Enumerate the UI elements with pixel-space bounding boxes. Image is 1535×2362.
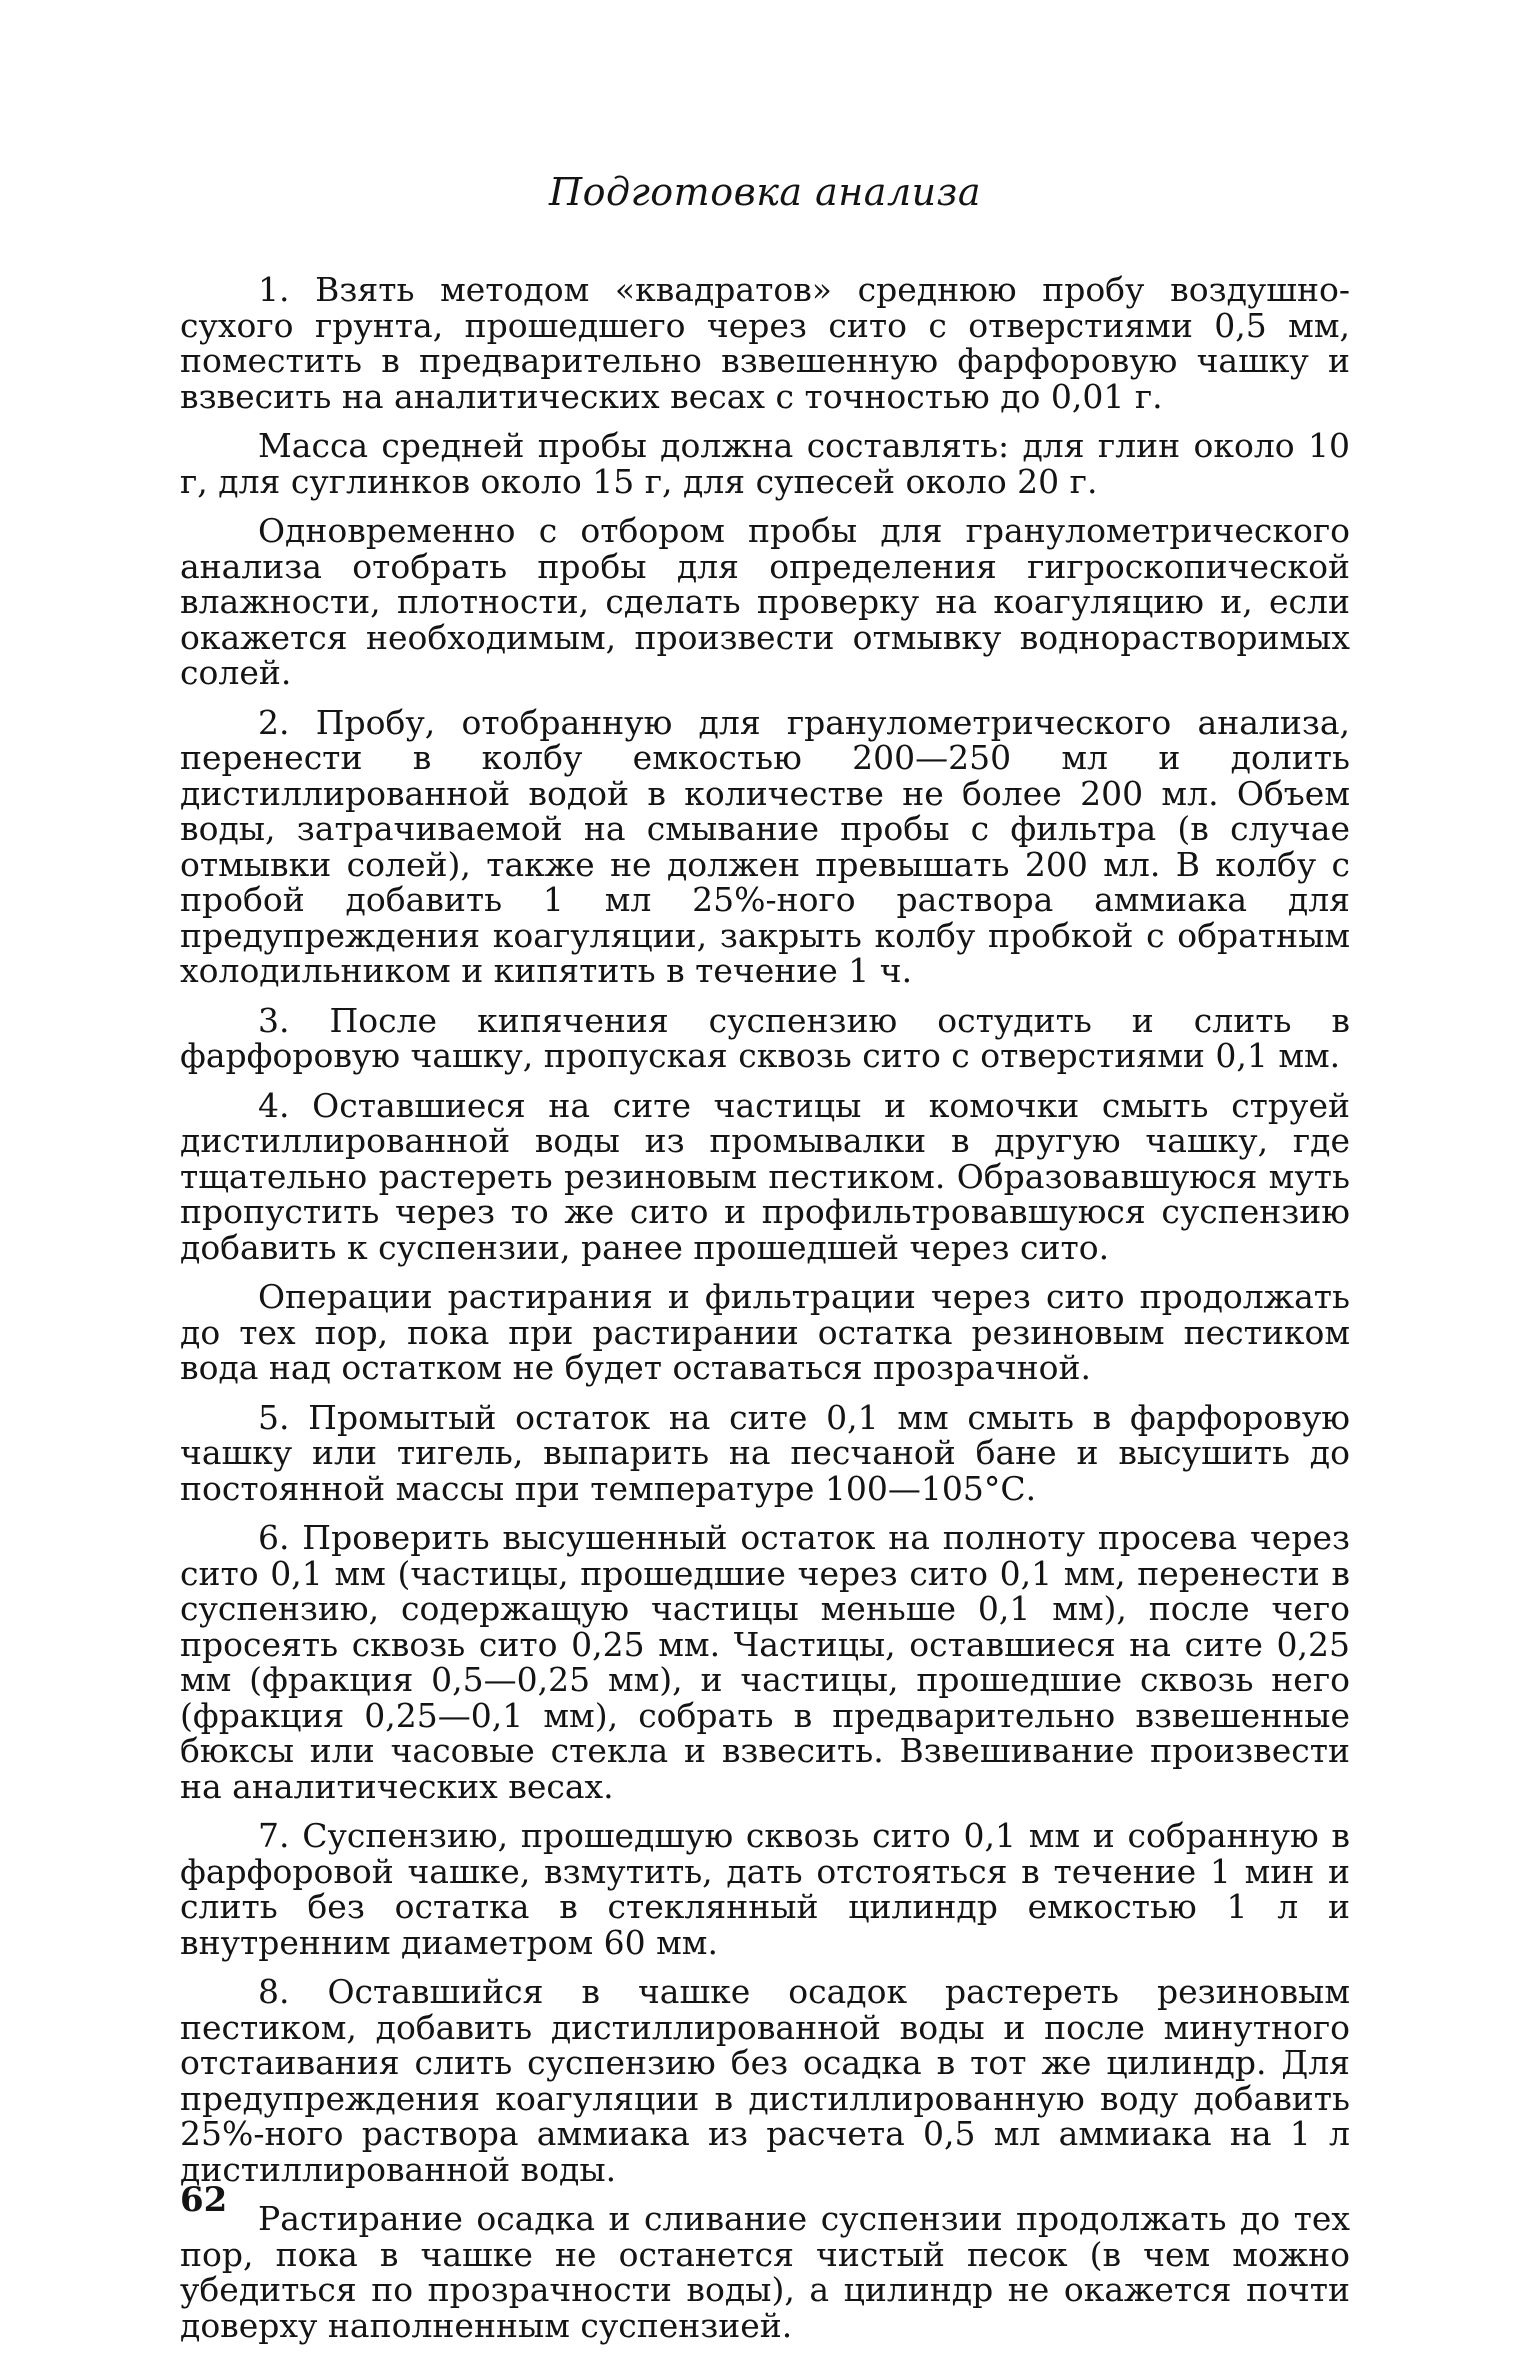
paragraph-step-5: 5. Промытый остаток на сите 0,1 мм смыть в фарфоровую чашку или тигель, выпарить на песчаной бане и высушить до постоянной массы при температуре 100—105°С.: [180, 1397, 1350, 1508]
paragraph-grinding-operations: Операции растирания и фильтрации через сито продолжать до тех пор, пока при растирании остатка резиновым пестиком вода над остатком не будет оставаться прозрачной.: [180, 1277, 1350, 1387]
paragraph-step-7: 7. Суспензию, прошедшую сквозь сито 0,1 мм и собранную в фарфоровой чашке, взмутить, дать отстояться в течение 1 мин и слить без остатка в стеклянный цилиндр емкостью 1 л и внутренним диаметром 60 мм.: [180, 1816, 1350, 1962]
page-content: [180, 170, 1350, 2357]
paragraph-step-2: 2. Пробу, отобранную для гранулометрического анализа, перенести в колбу емкостью 200—250 мл и долить дистиллированной водой в количестве не более 200 мл. Объем воды, затрачиваемой на смывание пробы с фильтра (в случае отмывки солей), также не должен превышать 200 мл. В колбу с пробой добавить 1 мл 25%-ного раствора аммиака для предупреждения коагуляции, закрыть колбу пробкой с обратным холодильником и кипятить в течение 1 ч.: [180, 702, 1350, 990]
paragraph-step-8: 8. Оставшийся в чашке осадок растереть резиновым пестиком, добавить дистиллированной воды и после минутного отстаивания слить суспензию без осадка в тот же цилиндр. Для предупреждения коагуляции в дистиллированную воду добавить 25%-ного раствора аммиака из расчета 0,5 мл аммиака на 1 л дистиллированной воды.: [180, 1972, 1350, 2189]
paragraph-step-3: 3. После кипячения суспензию остудить и слить в фарфоровую чашку, пропуская сквозь сито с отверстиями 0,1 мм.: [180, 1000, 1350, 1075]
paragraph-simultaneous-sampling: Одновременно с отбором пробы для гранулометрического анализа отобрать пробы для определения гигроскопической влажности, плотности, сделать проверку на коагуляцию и, если окажется необходимым, произвести отмывку воднорастворимых солей.: [180, 511, 1350, 692]
section-heading: Подготовка анализа: [548, 170, 982, 214]
page-number: 62: [180, 2180, 228, 2220]
paragraph-sample-mass: Масса средней пробы должна составлять: для глин около 10 г, для суглинков около 15 г, для супесей около 20 г.: [180, 426, 1350, 501]
paragraph-step-4: 4. Оставшиеся на сите частицы и комочки смыть струей дистиллированной воды из промывалки в другую чашку, где тщательно растереть резиновым пестиком. Образовавшуюся муть пропустить через то же сито и профильтровавшуюся суспензию добавить к суспензии, ранее прошедшей через сито.: [180, 1085, 1350, 1267]
paragraph-step-6: 6. Проверить высушенный остаток на полноту просева через сито 0,1 мм (частицы, прошедшие через сито 0,1 мм, перенести в суспензию, содержащую частицы меньше 0,1 мм), после чего просеять сквозь сито 0,25 мм. Частицы, оставшиеся на сите 0,25 мм (фракция 0,5—0,25 мм), и частицы, прошедшие сквозь него (фракция 0,25—0,1 мм), собрать в предварительно взвешенные бюксы или часовые стекла и взвесить. Взвешивание произвести на аналитических весах.: [180, 1518, 1350, 1806]
paragraph-final: Растирание осадка и сливание суспензии продолжать до тех пор, пока в чашке не останется чистый песок (в чем можно убедиться по прозрачности воды), а цилиндр не окажется почти доверху наполненным суспензией.: [180, 2199, 1350, 2345]
paragraph-step-1: 1. Взять методом «квадратов» среднюю пробу воздушно-сухого грунта, прошедшего через сито с отверстиями 0,5 мм, поместить в предварительно взвешенную фарфоровую чашку и взвесить на аналитических весах с точностью до 0,01 г.: [180, 270, 1350, 416]
